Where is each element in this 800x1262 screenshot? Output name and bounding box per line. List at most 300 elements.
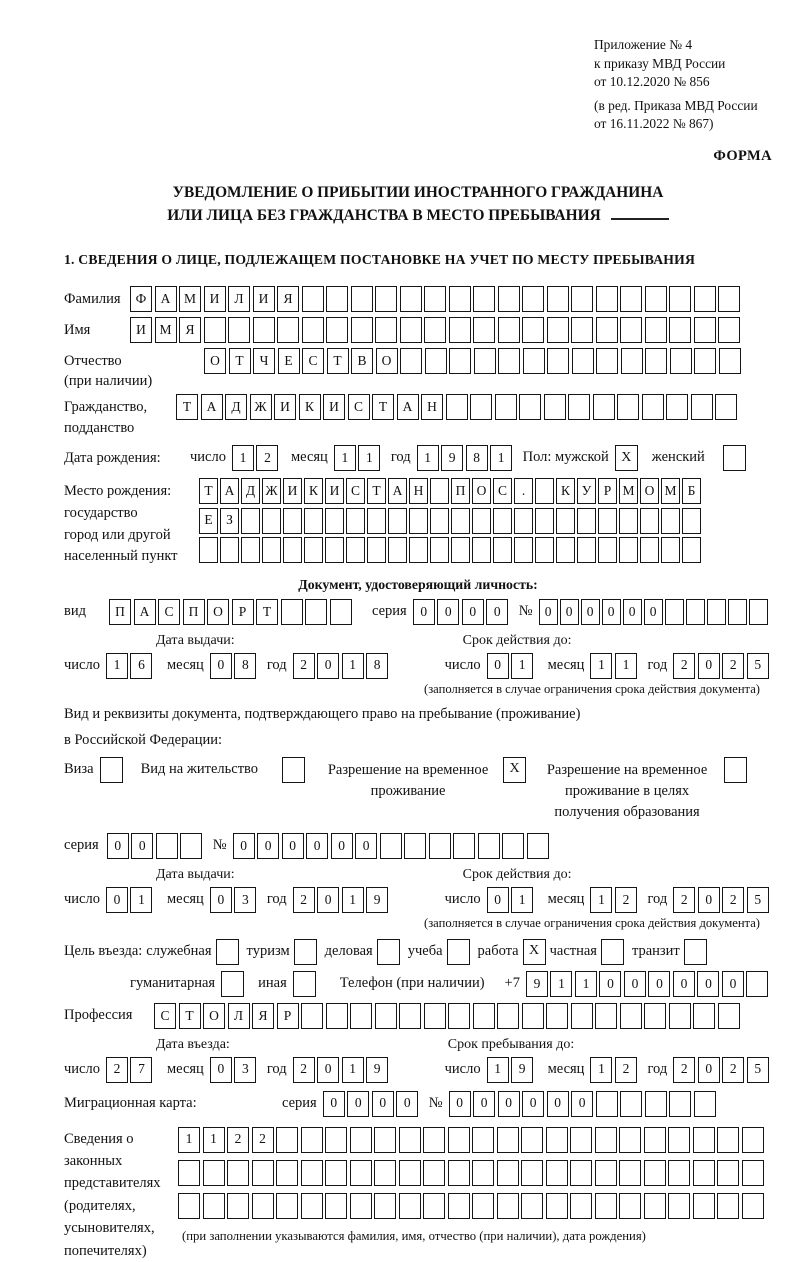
char-cell[interactable]	[301, 1160, 323, 1186]
char-cell[interactable]: 0	[317, 887, 339, 913]
char-cell[interactable]	[425, 348, 447, 374]
char-cell[interactable]	[204, 317, 226, 343]
char-cell[interactable]: 0	[233, 833, 255, 859]
char-cell[interactable]	[180, 833, 202, 859]
char-cell[interactable]: С	[154, 1003, 176, 1029]
char-cell[interactable]	[694, 317, 716, 343]
char-cell[interactable]	[302, 317, 324, 343]
char-cell[interactable]	[546, 1193, 568, 1219]
char-cell[interactable]	[535, 478, 554, 504]
char-cell[interactable]	[400, 348, 422, 374]
char-cell[interactable]: И	[325, 478, 344, 504]
purpose-tourism-checkbox[interactable]	[294, 939, 317, 965]
char-cell[interactable]: 0	[473, 1091, 495, 1117]
char-cell[interactable]	[642, 394, 664, 420]
char-cell[interactable]: 0	[498, 1091, 520, 1117]
char-cell[interactable]: И	[253, 286, 275, 312]
char-cell[interactable]	[718, 317, 740, 343]
char-cell[interactable]	[717, 1160, 739, 1186]
char-cell[interactable]: 2	[673, 1057, 695, 1083]
char-cell[interactable]	[178, 1193, 200, 1219]
char-cell[interactable]	[448, 1127, 470, 1153]
char-cell[interactable]	[453, 833, 475, 859]
gender-male-checkbox[interactable]: X	[615, 445, 638, 471]
char-cell[interactable]	[577, 537, 596, 563]
char-cell[interactable]	[326, 286, 348, 312]
char-cell[interactable]: 3	[234, 887, 256, 913]
char-cell[interactable]	[400, 286, 422, 312]
char-cell[interactable]: 1	[615, 653, 637, 679]
char-cell[interactable]: М	[661, 478, 680, 504]
char-cell[interactable]	[262, 508, 281, 534]
char-cell[interactable]	[742, 1193, 764, 1219]
char-cell[interactable]: Т	[372, 394, 394, 420]
char-cell[interactable]	[276, 1193, 298, 1219]
char-cell[interactable]	[498, 317, 520, 343]
char-cell[interactable]: Ч	[253, 348, 275, 374]
char-cell[interactable]	[619, 508, 638, 534]
char-cell[interactable]: 1	[590, 887, 612, 913]
char-cell[interactable]: 0	[210, 1057, 232, 1083]
char-cell[interactable]: 1	[590, 1057, 612, 1083]
char-cell[interactable]	[495, 394, 517, 420]
char-cell[interactable]	[596, 286, 618, 312]
char-cell[interactable]	[547, 317, 569, 343]
char-cell[interactable]	[571, 317, 593, 343]
visa-checkbox[interactable]	[100, 757, 123, 783]
purpose-private-checkbox[interactable]	[601, 939, 624, 965]
char-cell[interactable]	[423, 1193, 445, 1219]
char-cell[interactable]	[595, 1003, 617, 1029]
char-cell[interactable]: Т	[327, 348, 349, 374]
char-cell[interactable]	[670, 348, 692, 374]
char-cell[interactable]: А	[155, 286, 177, 312]
char-cell[interactable]	[430, 508, 449, 534]
char-cell[interactable]: А	[201, 394, 223, 420]
char-cell[interactable]: 0	[210, 653, 232, 679]
char-cell[interactable]	[430, 537, 449, 563]
char-cell[interactable]	[523, 348, 545, 374]
char-cell[interactable]	[571, 286, 593, 312]
char-cell[interactable]	[497, 1160, 519, 1186]
char-cell[interactable]	[375, 1003, 397, 1029]
char-cell[interactable]: 0	[581, 599, 600, 625]
char-cell[interactable]: 0	[317, 1057, 339, 1083]
char-cell[interactable]	[276, 1127, 298, 1153]
char-cell[interactable]	[595, 1193, 617, 1219]
char-cell[interactable]: З	[220, 508, 239, 534]
char-cell[interactable]: 2	[615, 887, 637, 913]
char-cell[interactable]: Ж	[262, 478, 281, 504]
char-cell[interactable]: С	[348, 394, 370, 420]
char-cell[interactable]: 0	[372, 1091, 394, 1117]
char-cell[interactable]	[429, 833, 451, 859]
char-cell[interactable]	[252, 1160, 274, 1186]
char-cell[interactable]: К	[556, 478, 575, 504]
char-cell[interactable]	[544, 394, 566, 420]
char-cell[interactable]	[448, 1160, 470, 1186]
char-cell[interactable]	[472, 537, 491, 563]
char-cell[interactable]: 1	[550, 971, 572, 997]
char-cell[interactable]: Т	[256, 599, 278, 625]
char-cell[interactable]	[374, 1193, 396, 1219]
char-cell[interactable]: С	[346, 478, 365, 504]
char-cell[interactable]	[448, 1193, 470, 1219]
char-cell[interactable]	[424, 317, 446, 343]
char-cell[interactable]	[742, 1127, 764, 1153]
char-cell[interactable]	[521, 1193, 543, 1219]
char-cell[interactable]	[253, 317, 275, 343]
char-cell[interactable]: И	[283, 478, 302, 504]
char-cell[interactable]: 1	[487, 1057, 509, 1083]
char-cell[interactable]	[568, 394, 590, 420]
purpose-transit-checkbox[interactable]	[684, 939, 707, 965]
char-cell[interactable]	[304, 537, 323, 563]
char-cell[interactable]	[620, 286, 642, 312]
char-cell[interactable]: К	[304, 478, 323, 504]
char-cell[interactable]: 0	[560, 599, 579, 625]
char-cell[interactable]: 1	[106, 653, 128, 679]
temp-residence-education-checkbox[interactable]	[724, 757, 747, 783]
char-cell[interactable]: 1	[417, 445, 439, 471]
purpose-humanitarian-checkbox[interactable]	[221, 971, 244, 997]
char-cell[interactable]	[728, 599, 747, 625]
char-cell[interactable]	[546, 1160, 568, 1186]
char-cell[interactable]	[571, 1003, 593, 1029]
char-cell[interactable]	[718, 286, 740, 312]
purpose-commercial-checkbox[interactable]	[377, 939, 400, 965]
char-cell[interactable]: 0	[648, 971, 670, 997]
char-cell[interactable]	[203, 1193, 225, 1219]
char-cell[interactable]	[535, 537, 554, 563]
char-cell[interactable]	[399, 1193, 421, 1219]
gender-female-checkbox[interactable]	[723, 445, 746, 471]
char-cell[interactable]	[304, 508, 323, 534]
char-cell[interactable]: 0	[644, 599, 663, 625]
char-cell[interactable]	[644, 1003, 666, 1029]
char-cell[interactable]	[546, 1127, 568, 1153]
char-cell[interactable]	[682, 508, 701, 534]
temp-residence-checkbox[interactable]: X	[503, 757, 526, 783]
char-cell[interactable]: 9	[511, 1057, 533, 1083]
char-cell[interactable]: 0	[131, 833, 153, 859]
char-cell[interactable]: 0	[462, 599, 484, 625]
char-cell[interactable]	[717, 1193, 739, 1219]
char-cell[interactable]	[493, 508, 512, 534]
char-cell[interactable]	[619, 537, 638, 563]
char-cell[interactable]	[409, 537, 428, 563]
char-cell[interactable]	[473, 317, 495, 343]
char-cell[interactable]: Я	[277, 286, 299, 312]
char-cell[interactable]: О	[640, 478, 659, 504]
char-cell[interactable]: 0	[347, 1091, 369, 1117]
char-cell[interactable]	[686, 599, 705, 625]
char-cell[interactable]: Ф	[130, 286, 152, 312]
char-cell[interactable]: 2	[106, 1057, 128, 1083]
char-cell[interactable]	[281, 599, 303, 625]
char-cell[interactable]: Е	[278, 348, 300, 374]
char-cell[interactable]: Ж	[250, 394, 272, 420]
char-cell[interactable]: С	[493, 478, 512, 504]
char-cell[interactable]: 5	[747, 887, 769, 913]
char-cell[interactable]	[619, 1127, 641, 1153]
char-cell[interactable]	[449, 317, 471, 343]
char-cell[interactable]: 1	[590, 653, 612, 679]
char-cell[interactable]: 1	[490, 445, 512, 471]
char-cell[interactable]: 0	[539, 599, 558, 625]
char-cell[interactable]	[470, 394, 492, 420]
char-cell[interactable]	[547, 286, 569, 312]
char-cell[interactable]: 0	[317, 653, 339, 679]
char-cell[interactable]	[572, 348, 594, 374]
char-cell[interactable]: 1	[511, 887, 533, 913]
char-cell[interactable]	[474, 348, 496, 374]
char-cell[interactable]	[645, 317, 667, 343]
char-cell[interactable]	[301, 1127, 323, 1153]
char-cell[interactable]: 2	[673, 653, 695, 679]
char-cell[interactable]: О	[207, 599, 229, 625]
char-cell[interactable]: П	[183, 599, 205, 625]
purpose-other-checkbox[interactable]	[293, 971, 316, 997]
char-cell[interactable]: 0	[257, 833, 279, 859]
char-cell[interactable]	[449, 286, 471, 312]
char-cell[interactable]	[620, 1003, 642, 1029]
char-cell[interactable]	[522, 317, 544, 343]
char-cell[interactable]	[620, 1091, 642, 1117]
char-cell[interactable]	[521, 1160, 543, 1186]
char-cell[interactable]	[577, 508, 596, 534]
char-cell[interactable]: 0	[486, 599, 508, 625]
char-cell[interactable]: 5	[747, 1057, 769, 1083]
char-cell[interactable]: 1	[203, 1127, 225, 1153]
char-cell[interactable]	[514, 508, 533, 534]
char-cell[interactable]: И	[274, 394, 296, 420]
char-cell[interactable]	[400, 317, 422, 343]
char-cell[interactable]: 2	[227, 1127, 249, 1153]
char-cell[interactable]: 0	[722, 971, 744, 997]
char-cell[interactable]: Д	[225, 394, 247, 420]
char-cell[interactable]: 0	[306, 833, 328, 859]
char-cell[interactable]	[570, 1127, 592, 1153]
char-cell[interactable]: 8	[466, 445, 488, 471]
purpose-work-checkbox[interactable]: X	[523, 939, 546, 965]
char-cell[interactable]	[497, 1003, 519, 1029]
char-cell[interactable]: 9	[441, 445, 463, 471]
char-cell[interactable]	[252, 1193, 274, 1219]
char-cell[interactable]	[350, 1160, 372, 1186]
char-cell[interactable]	[547, 348, 569, 374]
char-cell[interactable]: 2	[722, 887, 744, 913]
char-cell[interactable]: Я	[252, 1003, 274, 1029]
char-cell[interactable]	[717, 1127, 739, 1153]
char-cell[interactable]: 0	[106, 887, 128, 913]
char-cell[interactable]: 2	[673, 887, 695, 913]
char-cell[interactable]	[644, 1193, 666, 1219]
char-cell[interactable]	[325, 508, 344, 534]
char-cell[interactable]: .	[514, 478, 533, 504]
char-cell[interactable]: Р	[598, 478, 617, 504]
char-cell[interactable]	[645, 1091, 667, 1117]
char-cell[interactable]	[498, 348, 520, 374]
char-cell[interactable]: Н	[421, 394, 443, 420]
char-cell[interactable]: 0	[282, 833, 304, 859]
char-cell[interactable]: 0	[396, 1091, 418, 1117]
char-cell[interactable]	[262, 537, 281, 563]
char-cell[interactable]: 8	[366, 653, 388, 679]
char-cell[interactable]	[227, 1160, 249, 1186]
char-cell[interactable]	[669, 286, 691, 312]
char-cell[interactable]	[693, 1127, 715, 1153]
char-cell[interactable]	[746, 971, 768, 997]
char-cell[interactable]	[527, 833, 549, 859]
char-cell[interactable]	[375, 317, 397, 343]
char-cell[interactable]	[645, 286, 667, 312]
char-cell[interactable]	[301, 1003, 323, 1029]
purpose-study-checkbox[interactable]	[447, 939, 470, 965]
char-cell[interactable]	[669, 1091, 691, 1117]
char-cell[interactable]	[404, 833, 426, 859]
char-cell[interactable]: 1	[178, 1127, 200, 1153]
char-cell[interactable]	[473, 1003, 495, 1029]
char-cell[interactable]	[276, 1160, 298, 1186]
char-cell[interactable]: Р	[277, 1003, 299, 1029]
char-cell[interactable]: 2	[293, 1057, 315, 1083]
char-cell[interactable]	[350, 1127, 372, 1153]
char-cell[interactable]: 2	[293, 887, 315, 913]
char-cell[interactable]: Д	[241, 478, 260, 504]
char-cell[interactable]	[478, 833, 500, 859]
char-cell[interactable]	[283, 508, 302, 534]
char-cell[interactable]: Л	[228, 1003, 250, 1029]
char-cell[interactable]	[409, 508, 428, 534]
char-cell[interactable]	[596, 1091, 618, 1117]
char-cell[interactable]	[283, 537, 302, 563]
char-cell[interactable]: 0	[673, 971, 695, 997]
char-cell[interactable]	[535, 508, 554, 534]
char-cell[interactable]	[326, 317, 348, 343]
char-cell[interactable]	[522, 1003, 544, 1029]
char-cell[interactable]	[619, 1193, 641, 1219]
char-cell[interactable]: 0	[107, 833, 129, 859]
residence-permit-checkbox[interactable]	[282, 757, 305, 783]
char-cell[interactable]: А	[388, 478, 407, 504]
char-cell[interactable]: 2	[252, 1127, 274, 1153]
char-cell[interactable]	[694, 1091, 716, 1117]
char-cell[interactable]: 1	[232, 445, 254, 471]
char-cell[interactable]	[446, 394, 468, 420]
char-cell[interactable]	[749, 599, 768, 625]
char-cell[interactable]	[694, 286, 716, 312]
char-cell[interactable]: М	[179, 286, 201, 312]
char-cell[interactable]	[718, 1003, 740, 1029]
char-cell[interactable]: 2	[293, 653, 315, 679]
purpose-business-checkbox[interactable]	[216, 939, 239, 965]
char-cell[interactable]: 0	[602, 599, 621, 625]
char-cell[interactable]	[715, 394, 737, 420]
char-cell[interactable]	[367, 537, 386, 563]
char-cell[interactable]	[430, 478, 449, 504]
char-cell[interactable]: О	[204, 348, 226, 374]
char-cell[interactable]	[493, 537, 512, 563]
char-cell[interactable]	[668, 1160, 690, 1186]
char-cell[interactable]	[399, 1127, 421, 1153]
char-cell[interactable]: 2	[256, 445, 278, 471]
char-cell[interactable]	[424, 286, 446, 312]
char-cell[interactable]	[472, 1127, 494, 1153]
char-cell[interactable]: 7	[130, 1057, 152, 1083]
char-cell[interactable]	[707, 599, 726, 625]
char-cell[interactable]: 1	[130, 887, 152, 913]
char-cell[interactable]: И	[323, 394, 345, 420]
char-cell[interactable]: Е	[199, 508, 218, 534]
char-cell[interactable]: И	[130, 317, 152, 343]
char-cell[interactable]	[326, 1003, 348, 1029]
char-cell[interactable]	[556, 508, 575, 534]
char-cell[interactable]	[595, 1127, 617, 1153]
char-cell[interactable]	[693, 1160, 715, 1186]
char-cell[interactable]	[451, 537, 470, 563]
char-cell[interactable]	[502, 833, 524, 859]
char-cell[interactable]	[374, 1127, 396, 1153]
char-cell[interactable]	[305, 599, 327, 625]
char-cell[interactable]: 1	[342, 1057, 364, 1083]
char-cell[interactable]: 2	[722, 653, 744, 679]
char-cell[interactable]	[451, 508, 470, 534]
char-cell[interactable]: 0	[624, 971, 646, 997]
char-cell[interactable]	[423, 1127, 445, 1153]
char-cell[interactable]: Л	[228, 286, 250, 312]
char-cell[interactable]	[645, 348, 667, 374]
char-cell[interactable]: 0	[449, 1091, 471, 1117]
char-cell[interactable]: Т	[179, 1003, 201, 1029]
char-cell[interactable]	[346, 537, 365, 563]
char-cell[interactable]: Я	[179, 317, 201, 343]
char-cell[interactable]	[497, 1193, 519, 1219]
char-cell[interactable]	[472, 1160, 494, 1186]
char-cell[interactable]: 0	[413, 599, 435, 625]
char-cell[interactable]	[448, 1003, 470, 1029]
char-cell[interactable]	[644, 1160, 666, 1186]
char-cell[interactable]: 0	[698, 1057, 720, 1083]
char-cell[interactable]: 0	[698, 653, 720, 679]
char-cell[interactable]: 0	[697, 971, 719, 997]
char-cell[interactable]	[203, 1160, 225, 1186]
char-cell[interactable]	[598, 508, 617, 534]
char-cell[interactable]	[228, 317, 250, 343]
char-cell[interactable]: 0	[698, 887, 720, 913]
char-cell[interactable]	[380, 833, 402, 859]
char-cell[interactable]	[640, 537, 659, 563]
char-cell[interactable]	[598, 537, 617, 563]
char-cell[interactable]	[595, 1160, 617, 1186]
char-cell[interactable]: О	[376, 348, 398, 374]
char-cell[interactable]: А	[397, 394, 419, 420]
char-cell[interactable]	[346, 508, 365, 534]
char-cell[interactable]: 6	[130, 653, 152, 679]
char-cell[interactable]	[423, 1160, 445, 1186]
char-cell[interactable]: 0	[323, 1091, 345, 1117]
char-cell[interactable]: П	[109, 599, 131, 625]
char-cell[interactable]: 1	[342, 887, 364, 913]
char-cell[interactable]	[472, 1193, 494, 1219]
char-cell[interactable]: М	[155, 317, 177, 343]
char-cell[interactable]	[596, 317, 618, 343]
char-cell[interactable]: Т	[176, 394, 198, 420]
char-cell[interactable]	[593, 394, 615, 420]
char-cell[interactable]: К	[299, 394, 321, 420]
char-cell[interactable]	[556, 537, 575, 563]
char-cell[interactable]: 9	[366, 1057, 388, 1083]
